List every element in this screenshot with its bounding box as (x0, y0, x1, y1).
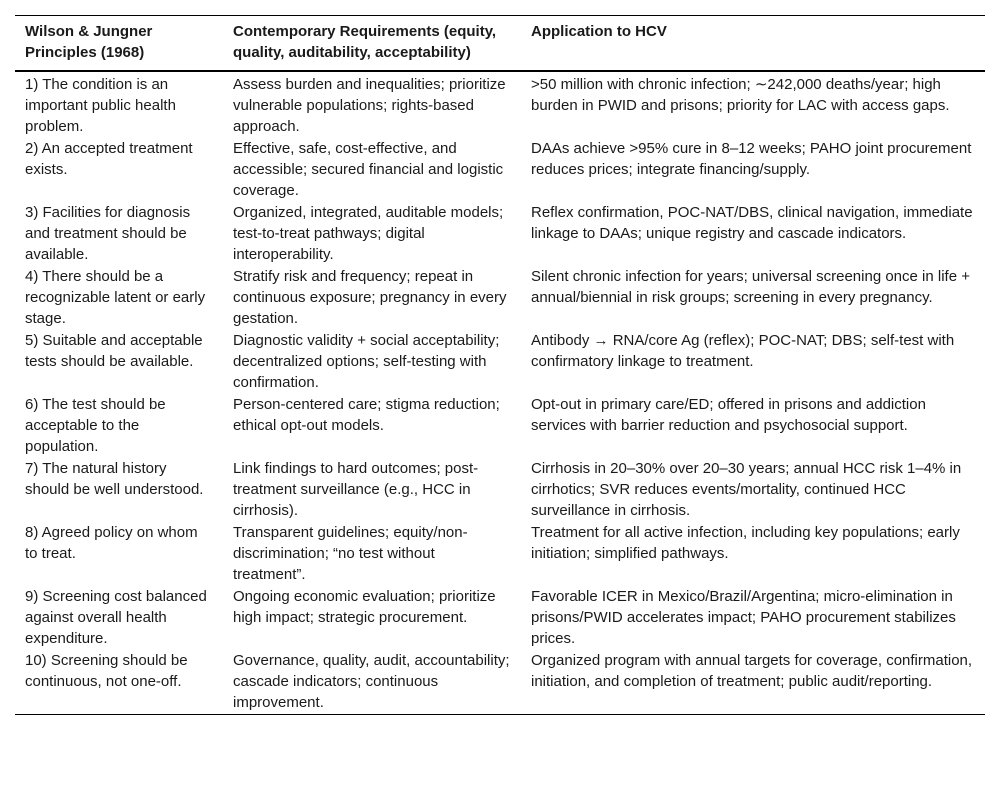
application-cell: Treatment for all active infection, including key populations; early initiation; simplified pathways. (531, 524, 960, 562)
principle-cell: 8) Agreed policy on whom to treat. (25, 524, 198, 562)
principle-cell: 2) An accepted treatment exists. (25, 140, 193, 178)
requirement-cell: Effective, safe, cost-effective, and accessible; secured financial and logistic coverage. (233, 140, 504, 199)
application-cell: Reflex confirmation, POC-NAT/DBS, clinical navigation, immediate linkage to DAAs; unique registry and cascade indicators. (531, 204, 973, 242)
principle-cell: 4) There should be a recognizable latent or early stage. (25, 268, 206, 327)
principle-cell: 9) Screening cost balanced against overall health expenditure. (25, 588, 207, 647)
table-row (15, 138, 985, 202)
application-cell: Opt-out in primary care/ED; offered in prisons and addiction services with barrier reduction and psychosocial support. (531, 396, 926, 434)
table-row (15, 394, 985, 458)
table-row (15, 266, 985, 330)
requirement-cell: Stratify risk and frequency; repeat in continuous exposure; pregnancy in every gestation. (233, 268, 507, 327)
table-row (15, 586, 985, 650)
application-cell: Favorable ICER in Mexico/Brazil/Argentina; micro-elimination in prisons/PWID accelerates impact; PAHO procurement stabilizes prices. (531, 588, 956, 647)
requirement-cell: Link findings to hard outcomes; post-treatment surveillance (e.g., HCC in cirrhosis). (233, 460, 479, 519)
header-row (15, 16, 985, 72)
table-header (15, 16, 985, 72)
table-row (15, 458, 985, 522)
requirement-cell: Governance, quality, audit, accountability; cascade indicators; continuous improvement. (233, 652, 510, 711)
principle-cell: 10) Screening should be continuous, not one-off. (25, 652, 188, 690)
principle-cell: 3) Facilities for diagnosis and treatment should be available. (25, 204, 191, 263)
principle-cell: 6) The test should be acceptable to the population. (25, 396, 166, 455)
principles-table-container (15, 15, 985, 715)
principle-cell: 1) The condition is an important public health problem. (25, 76, 176, 135)
table-body (15, 71, 985, 715)
header-application-hcv: Application to HCV (531, 23, 667, 40)
requirement-cell: Transparent guidelines; equity/non-discrimination; “no test without treatment”. (233, 524, 468, 583)
application-cell: Organized program with annual targets for coverage, confirmation, initiation, and completion of treatment; public audit/reporting. (531, 652, 973, 690)
table-row (15, 330, 985, 394)
requirement-cell: Assess burden and inequalities; prioritize vulnerable populations; rights-based approach. (233, 76, 506, 135)
table-row (15, 202, 985, 266)
table-row (15, 522, 985, 586)
principles-table (15, 15, 985, 715)
requirement-cell: Organized, integrated, auditable models; test-to-treat pathways; digital interoperability. (233, 204, 504, 263)
application-cell: DAAs achieve >95% cure in 8–12 weeks; PAHO joint procurement reduces prices; integrate financing/supply. (531, 140, 972, 178)
application-cell: >50 million with chronic infection; ∼242,000 deaths/year; high burden in PWID and prisons; priority for LAC with access gaps. (531, 76, 950, 114)
requirement-cell: Person-centered care; stigma reduction; ethical opt-out models. (233, 396, 500, 434)
header-contemporary-requirements: Contemporary Requirements (equity, quality, auditability, acceptability) (233, 23, 497, 61)
requirement-cell: Diagnostic validity + social acceptability; decentralized options; self-testing with confirmation. (233, 332, 500, 391)
header-wilson-jungner: Wilson & Jungner Principles (1968) (25, 23, 153, 61)
principle-cell: 7) The natural history should be well understood. (25, 460, 204, 498)
application-cell: Silent chronic infection for years; universal screening once in life + annual/biennial in risk groups; screening in every pregnancy. (531, 268, 970, 306)
application-cell: Cirrhosis in 20–30% over 20–30 years; annual HCC risk 1–4% in cirrhotics; SVR reduces events/mortality, continued HCC surveillance in cirrhosis. (531, 460, 962, 519)
table-row (15, 650, 985, 715)
application-cell: Antibody → RNA/core Ag (reflex); POC-NAT; DBS; self-test with confirmatory linkage to treatment. (531, 332, 955, 370)
principle-cell: 5) Suitable and acceptable tests should be available. (25, 332, 203, 370)
table-row (15, 71, 985, 138)
requirement-cell: Ongoing economic evaluation; prioritize high impact; strategic procurement. (233, 588, 496, 626)
